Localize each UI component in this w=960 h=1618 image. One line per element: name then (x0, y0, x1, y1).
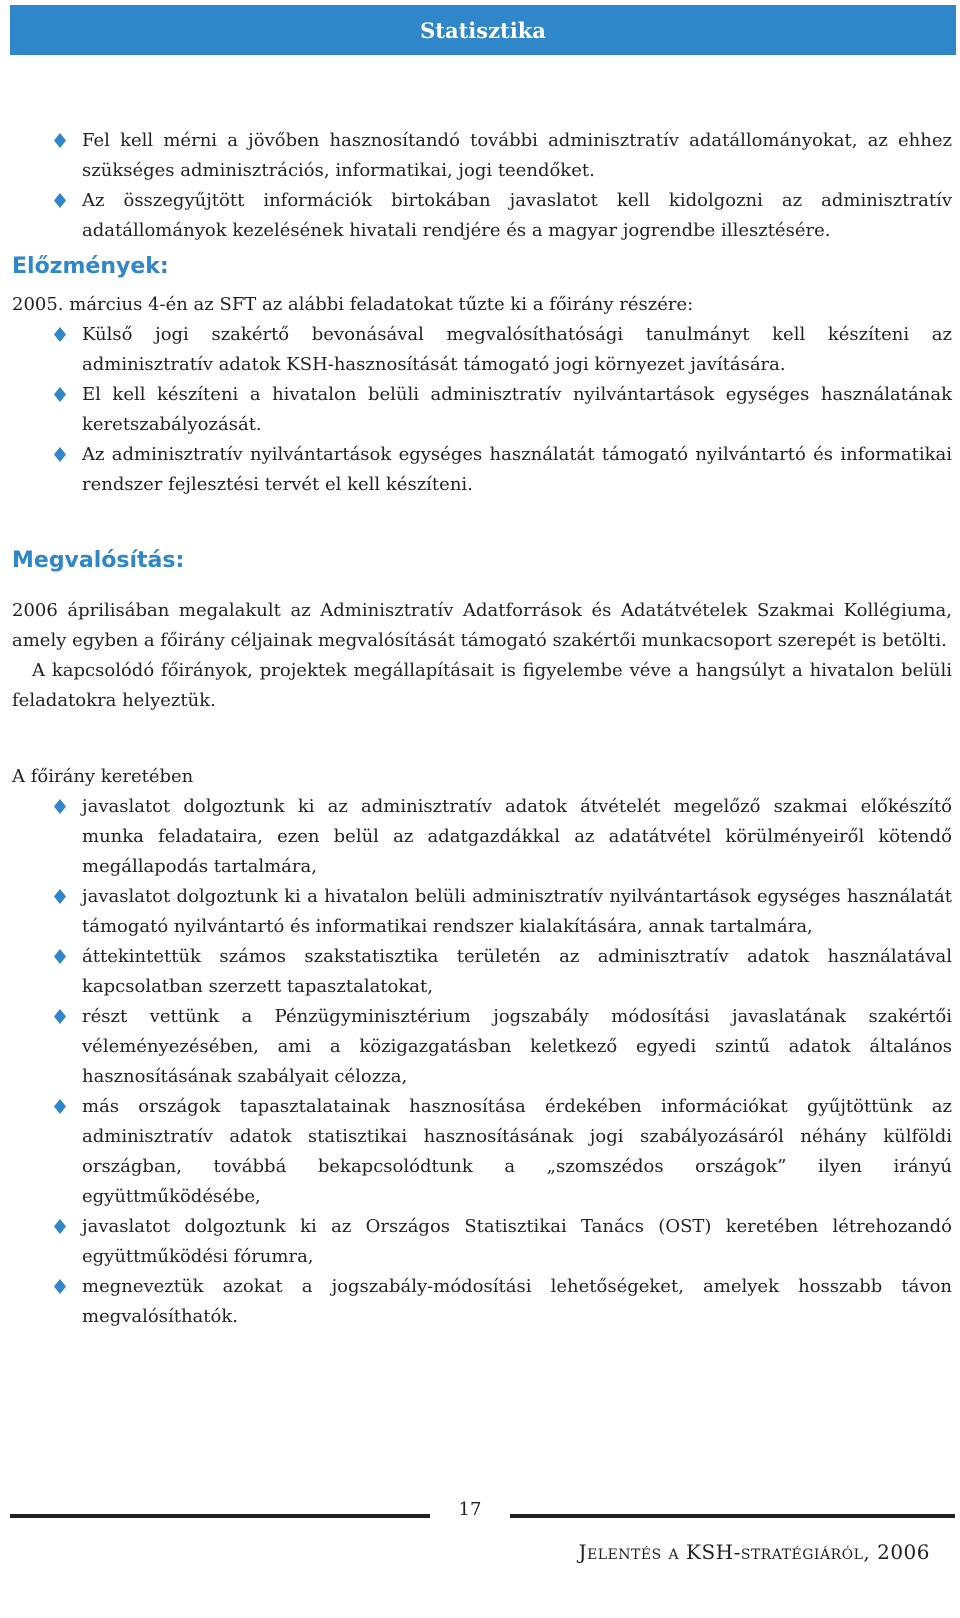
list-item: javaslatot dolgoztunk ki az adminisztratív adatok átvételét megelőző szakmai előkészítő munka feladataira, ezen belül az adatgazdákkal az adatátvétel körülményeiről kötendő megállapodás tartalmára, (12, 792, 952, 882)
footer-divider-left (10, 1514, 430, 1518)
megvalositas-bullet-list (12, 792, 952, 1332)
megvalositas-paragraph-2: A kapcsolódó főirányok, projektek megállapításait is figyelembe véve a hangsúlyt a hivatalon belüli feladatokra helyeztük. (12, 660, 952, 711)
list-intro: A főirány keretében (12, 766, 194, 787)
list-item: Külső jogi szakértő bevonásával megvalósíthatósági tanulmányt kell készíteni az adminisztratív adatok KSH-hasznosítását támogató jogi környezet javítására. (12, 320, 952, 380)
diamond-bullet-icon (54, 949, 66, 964)
list-item: Az adminisztratív nyilvántartások egységes használatát támogató nyilvántartó és informatikai rendszer fejlesztési tervét el kell készíteni. (12, 440, 952, 500)
list-item: részt vettünk a Pénzügyminisztérium jogszabály módosítási javaslatának szakértői véleményezésében, ami a közigazgatásban keletkező egyedi szintű adatok általános hasznosításának szabályait célozza, (12, 1002, 952, 1092)
diamond-bullet-icon (54, 799, 66, 814)
diamond-bullet-icon (54, 1009, 66, 1024)
list-item: más országok tapasztalatainak hasznosítása érdekében információkat gyűjtöttünk az adminisztratív adatok statisztikai hasznosításának jogi szabályozásáról néhány külföldi országban, továbbá bekapcsolódtunk a „szomszédos országok” ilyen irányú együttműködésébe, (12, 1092, 952, 1212)
section-heading-megvalositas: Megvalósítás: (12, 548, 185, 573)
diamond-bullet-icon (54, 1279, 66, 1294)
page-number: 17 (458, 1499, 482, 1520)
page-header-title: Statisztika (420, 17, 546, 43)
megvalositas-paragraph-1: 2006 áprilisában megalakult az Adminisztratív Adatforrások és Adatátvételek Szakmai Kollégiuma, amely egyben a főirány céljainak megvalósítását támogató szakértői munkacsoport szerepét is betölti. (12, 600, 952, 651)
diamond-bullet-icon (54, 889, 66, 904)
footer-divider-right (510, 1514, 955, 1518)
diamond-bullet-icon (54, 447, 66, 462)
elozmenyek-bullet-list (12, 320, 952, 500)
diamond-bullet-icon (54, 387, 66, 402)
main-content (12, 126, 952, 1332)
list-item: megneveztük azokat a jogszabály-módosítási lehetőségeket, amelyek hosszabb távon megvalósíthatók. (12, 1272, 952, 1332)
list-item: javaslatot dolgoztunk ki a hivatalon belüli adminisztratív nyilvántartások egységes használatát támogató nyilvántartó és informatikai rendszer kialakítására, annak tartalmára, (12, 882, 952, 942)
diamond-bullet-icon (54, 1219, 66, 1234)
diamond-bullet-icon (54, 1099, 66, 1114)
list-item: El kell készíteni a hivatalon belüli adminisztratív nyilvántartások egységes használatának keretszabályozását. (12, 380, 952, 440)
header-bar (10, 5, 956, 55)
list-item: Fel kell mérni a jövőben hasznosítandó további adminisztratív adatállományokat, az ehhez szükséges adminisztrációs, informatikai, jogi teendőket. (12, 126, 952, 186)
footer-title: Jelentés a KSH-stratégiáról, 2006 (578, 1540, 930, 1564)
diamond-bullet-icon (54, 193, 66, 208)
section-heading-elozmenyek: Előzmények: (12, 254, 169, 279)
diamond-bullet-icon (54, 327, 66, 342)
diamond-bullet-icon (54, 133, 66, 148)
list-item: Az összegyűjtött információk birtokában javaslatot kell kidolgozni az adminisztratív adatállományok kezelésének hivatali rendjére és a magyar jogrendbe illesztésére. (12, 186, 952, 246)
intro-bullet-list (12, 126, 952, 246)
list-item: javaslatot dolgoztunk ki az Országos Statisztikai Tanács (OST) keretében létrehozandó együttműködési fórumra, (12, 1212, 952, 1272)
list-item: áttekintettük számos szakstatisztika területén az adminisztratív adatok használatával kapcsolatban szerzett tapasztalatokat, (12, 942, 952, 1002)
elozmenyek-lead: 2005. március 4-én az SFT az alábbi feladatokat tűzte ki a főirány részére: (12, 294, 694, 315)
